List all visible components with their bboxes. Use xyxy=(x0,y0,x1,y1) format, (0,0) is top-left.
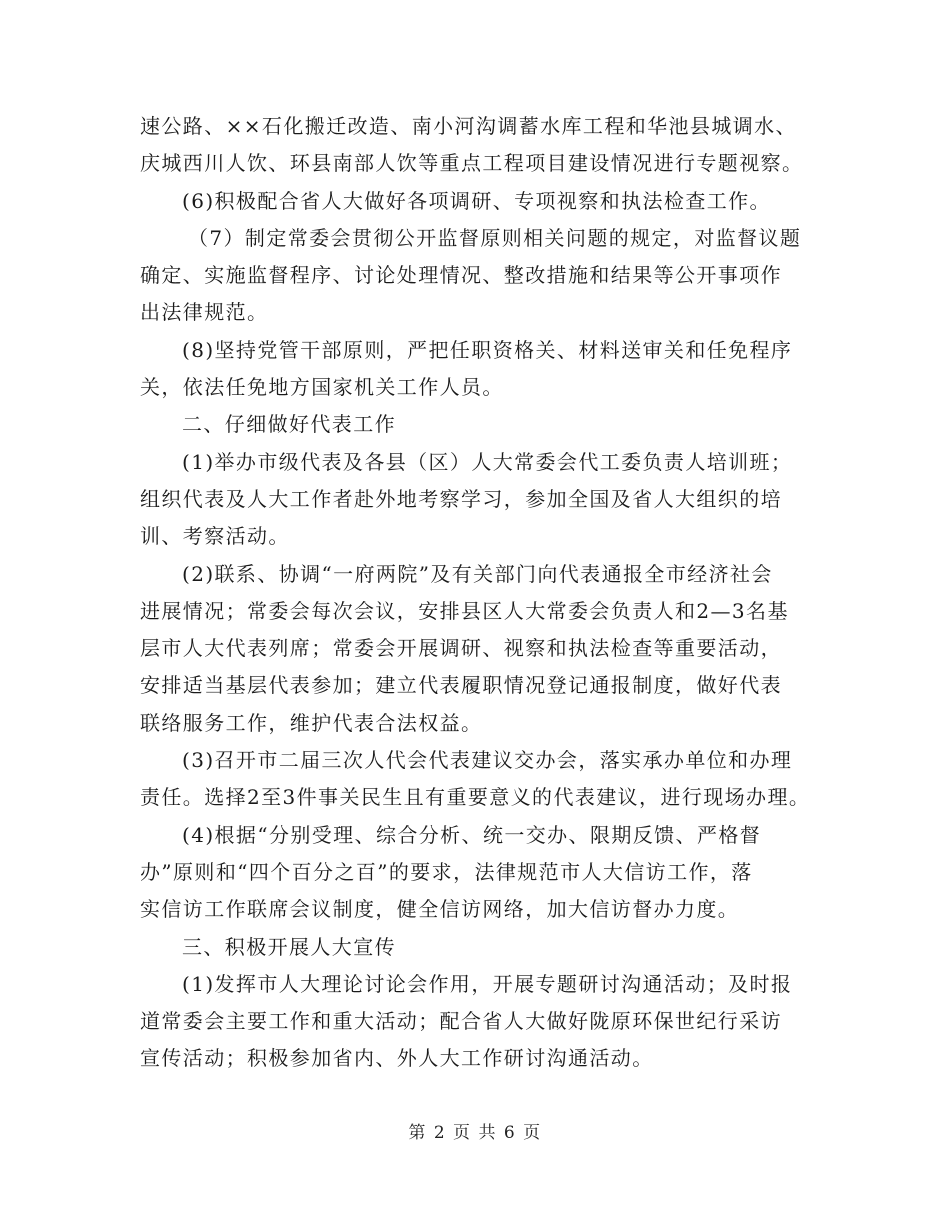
text-line: 安排适当基层代表参加；建立代表履职情况登记通报制度，做好代表 xyxy=(140,673,782,698)
text-line: (8)坚持党管干部原则，严把任职资格关、材料送审关和任免程序 xyxy=(182,337,793,362)
page-footer: 第 2 页 共 6 页 xyxy=(408,1123,542,1143)
text-line: 宣传活动；积极参加省内、外人大工作研讨沟通活动。 xyxy=(140,1046,654,1071)
text-line: 速公路、××石化搬迁改造、南小河沟调蓄水库工程和华池县城调水、 xyxy=(140,114,797,138)
text-line: 训、考察活动。 xyxy=(140,524,290,549)
text-line: 庆城西川人饮、环县南部人饮等重点工程项目建设情况进行专题视察。 xyxy=(140,151,804,176)
text-line: 出法律规范。 xyxy=(140,300,269,325)
text-line: 责任。选择2至3件事关民生且有重要意义的代表建议，进行现场办理。 xyxy=(140,785,811,810)
text-line: 组织代表及人大工作者赴外地考察学习，参加全国及省人大组织的培 xyxy=(140,486,782,511)
text-line: （7）制定常委会贯彻公开监督原则相关问题的规定，对监督议题 xyxy=(188,225,802,250)
text-line: (3)召开市二届三次人代会代表建议交办会，落实承办单位和办理 xyxy=(182,748,793,773)
text-line: (1)发挥市人大理论讨论会作用，开展专题研讨沟通活动；及时报 xyxy=(182,971,793,996)
text-line: 实信访工作联席会议制度，健全信访网络，加大信访督办力度。 xyxy=(140,897,740,922)
document-body xyxy=(140,108,840,1078)
text-line: 层市人大代表列席；常委会开展调研、视察和执法检查等重要活动， xyxy=(140,636,782,661)
text-line: (4)根据“分别受理、综合分析、统一交办、限期反馈、严格督 xyxy=(182,822,762,847)
text-line: (2)联系、协调“一府两院”及有关部门向代表通报全市经济社会 xyxy=(182,561,773,586)
text-line: 办”原则和“四个百分之百”的要求，法律规范市人大信访工作，落 xyxy=(140,859,753,884)
text-line: (1)举办市级代表及各县（区）人大常委会代工委负责人培训班； xyxy=(182,449,793,474)
text-line: 确定、实施监督程序、讨论处理情况、整改措施和结果等公开事项作 xyxy=(140,263,782,288)
text-line: 道常委会主要工作和重大活动；配合省人大做好陇原环保世纪行采访 xyxy=(140,1009,782,1034)
text-line: 联络服务工作，维护代表合法权益。 xyxy=(140,710,483,735)
text-line: (6)积极配合省人大做好各项调研、专项视察和执法检查工作。 xyxy=(182,188,771,213)
text-line: 二、仔细做好代表工作 xyxy=(182,412,396,437)
text-line: 进展情况；常委会每次会议，安排县区人大常委会负责人和2—3名基 xyxy=(140,598,789,623)
text-line: 关，依法任免地方国家机关工作人员。 xyxy=(140,375,504,400)
text-line: 三、积极开展人大宣传 xyxy=(182,934,396,959)
